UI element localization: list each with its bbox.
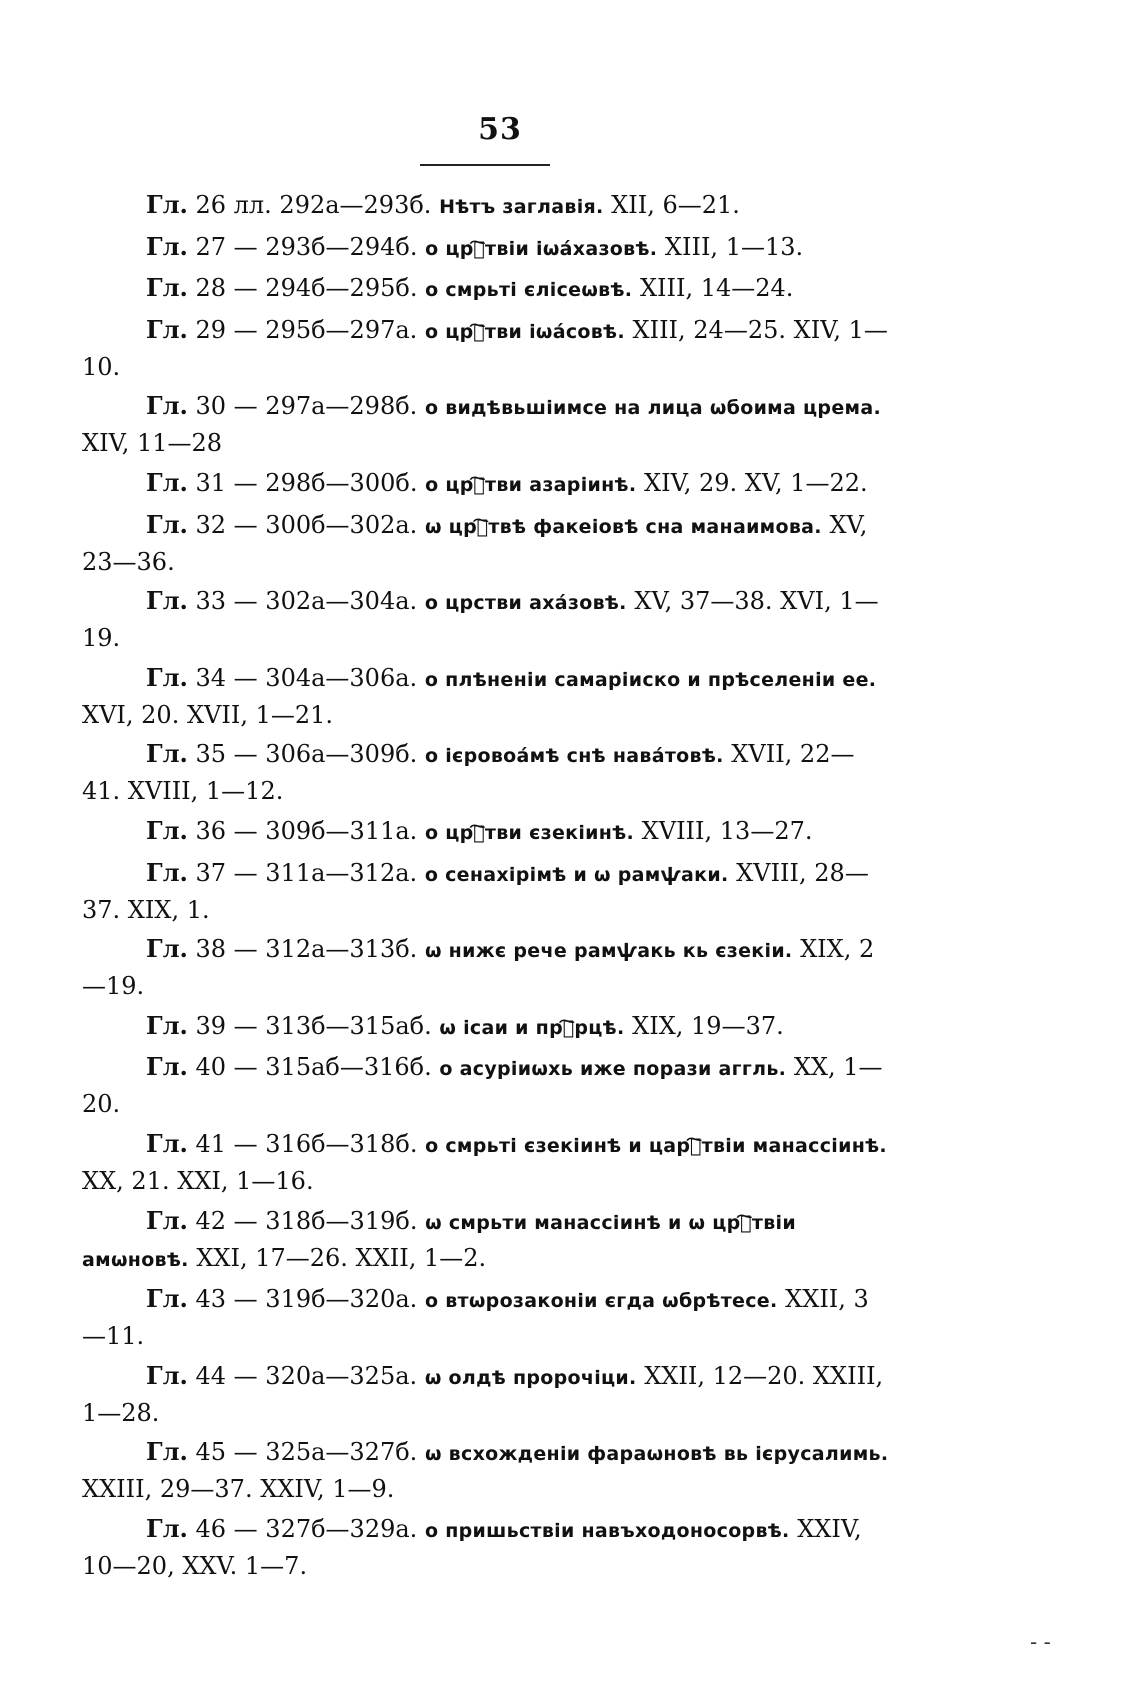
chapter-leaf-range: 30 — 297а—298б.: [195, 392, 418, 421]
chapter-title: Нѣтъ заглавія.: [439, 196, 604, 218]
chapter-title: о смрьті єлісеѡвѣ.: [425, 279, 633, 302]
chapter-entry: [82, 855, 892, 928]
chapter-abbr: Гл.: [146, 314, 188, 344]
chapter-leaf-range: 27 — 293б—294б.: [195, 232, 418, 261]
chapter-abbr: Гл.: [146, 1128, 188, 1158]
chapter-verse-refs: XIX, 19—37.: [632, 1011, 784, 1040]
chapter-entry: [82, 312, 892, 385]
chapter-entry: [82, 1008, 892, 1046]
chapter-verse-refs: XXII, 3—11.: [82, 1285, 869, 1351]
chapter-leaf-range: 43 — 319б—320а.: [195, 1285, 418, 1314]
page-number: 53: [478, 112, 522, 147]
chapter-title: ѡ олдѣ пророчіци.: [424, 1366, 637, 1389]
chapter-entry: [82, 660, 892, 733]
chapter-abbr: Гл.: [146, 1205, 188, 1235]
chapter-verse-refs: XX, 1—20.: [82, 1053, 883, 1119]
chapter-verse-refs: XIX, 2—19.: [82, 935, 875, 1001]
chapter-abbr: Гл.: [146, 586, 188, 616]
chapter-entry: [82, 270, 892, 308]
chapter-leaf-range: 36 — 309б—311а.: [195, 816, 418, 845]
chapter-verse-refs: XVIII, 28—37. XIX, 1.: [82, 858, 869, 924]
chapter-leaf-range: 34 — 304а—306а.: [195, 663, 418, 692]
chapter-verse-refs: XX, 21. XXI, 1—16.: [82, 1166, 314, 1195]
chapter-abbr: Гл.: [146, 509, 188, 539]
chapter-abbr: Гл.: [146, 190, 188, 219]
chapter-leaf-range: 40 — 315аб—316б.: [195, 1053, 432, 1082]
chapter-list: [82, 187, 892, 1587]
chapter-leaf-range: 41 — 316б—318б.: [195, 1129, 418, 1158]
chapter-verse-refs: XVII, 22—41. XVIII, 1—12.: [82, 740, 855, 806]
chapter-abbr: Гл.: [146, 273, 188, 303]
chapter-entry: [82, 507, 892, 580]
chapter-verse-refs: XXII, 12—20. XXIII, 1—28.: [82, 1361, 884, 1427]
chapter-leaf-range: 39 — 313б—315аб.: [195, 1011, 432, 1040]
corner-marks: - -: [1030, 1630, 1051, 1654]
chapter-title: ѡ ісаи и прⷪ҇рцѣ.: [439, 1016, 625, 1039]
chapter-entry: [82, 583, 892, 656]
chapter-entry: [82, 736, 892, 809]
chapter-verse-refs: XXIV, 10—20, XXV. 1—7.: [82, 1514, 862, 1580]
chapter-entry: [82, 229, 892, 267]
chapter-title: ѡ црⷭ҇твѣ факеіовѣ сна манаимова.: [424, 515, 822, 538]
chapter-abbr: Гл.: [146, 662, 188, 692]
chapter-leaf-range: 32 — 300б—302а.: [195, 510, 418, 539]
chapter-title: о видѣвьшіимсе на лица ѡбоима цремa.: [424, 397, 881, 420]
chapter-title: о црⷭ҇тви іѡа́совѣ.: [424, 320, 625, 343]
chapter-entry: [82, 1049, 892, 1122]
chapter-title: о смрьті єзекіинѣ и царⷭ҇твіи манассіинѣ.: [425, 1134, 887, 1157]
chapter-abbr: Гл.: [146, 231, 188, 261]
chapter-title: о црⷭ҇тви єзекіинѣ.: [424, 821, 635, 844]
chapter-title: о асуріиѡхь иже порази аггль.: [439, 1058, 787, 1081]
chapter-abbr: Гл.: [146, 1360, 188, 1390]
chapter-entry: [82, 187, 892, 225]
chapter-title: ѡ всхожденіи фараѡновѣ вь ієрусалимь.: [424, 1443, 889, 1466]
chapter-title: о втѡрозаконіи єгда ѡбрѣтесе.: [424, 1290, 778, 1313]
chapter-abbr: Гл.: [146, 1513, 188, 1543]
chapter-entry: [82, 388, 892, 461]
chapter-leaf-range: 42 — 318б—319б.: [195, 1206, 418, 1235]
chapter-title: о црⷭ҇тви азаріинѣ.: [425, 473, 637, 496]
chapter-leaf-range: 28 — 294б—295б.: [195, 274, 418, 303]
chapter-leaf-range: 44 — 320а—325а.: [195, 1361, 418, 1390]
chapter-title: о сенахірімѣ и ѡ рамѱаки.: [424, 863, 729, 886]
chapter-title: о црⷭ҇твіи іѡа́хазовѣ.: [425, 237, 658, 260]
chapter-abbr: Гл.: [146, 857, 188, 887]
chapter-leaf-range: 26 лл. 292а—293б.: [195, 191, 432, 219]
chapter-entry: [82, 465, 892, 503]
chapter-abbr: Гл.: [146, 934, 188, 964]
chapter-title: ѡ смрьти манассіинѣ и ѡ црⷭ҇твіи амѡновѣ.: [82, 1211, 796, 1271]
chapter-title: о црстви аха́зовѣ.: [424, 592, 627, 615]
chapter-verse-refs: XIV, 29. XV, 1—22.: [644, 468, 868, 497]
chapter-verse-refs: XIV, 11—28: [82, 429, 223, 458]
chapter-verse-refs: XV, 23—36.: [82, 510, 868, 576]
page-number-rule: [420, 164, 550, 166]
chapter-verse-refs: XVI, 20. XVII, 1—21.: [82, 700, 334, 729]
chapter-verse-refs: XXIII, 29—37. XXIV, 1—9.: [82, 1475, 395, 1504]
chapter-abbr: Гл.: [146, 467, 188, 497]
chapter-entry: [82, 813, 892, 851]
chapter-verse-refs: XIII, 24—25. XIV, 1—10.: [82, 315, 888, 381]
chapter-entry: [82, 1434, 892, 1507]
chapter-title: о ієровоа́мѣ снѣ нава́товѣ.: [424, 745, 724, 768]
chapter-verse-refs: XIII, 14—24.: [639, 274, 794, 303]
chapter-verse-refs: XII, 6—21.: [611, 191, 740, 219]
chapter-entry: [82, 1358, 892, 1431]
chapter-entry: [82, 1281, 892, 1354]
chapter-abbr: Гл.: [146, 391, 188, 421]
chapter-verse-refs: XXI, 17—26. XXII, 1—2.: [196, 1243, 487, 1272]
chapter-leaf-range: 29 — 295б—297а.: [195, 315, 418, 344]
chapter-entry: [82, 1511, 892, 1584]
chapter-entry: [82, 1203, 892, 1278]
chapter-abbr: Гл.: [146, 1052, 188, 1082]
chapter-entry: [82, 931, 892, 1004]
chapter-leaf-range: 31 — 298б—300б.: [195, 468, 418, 497]
chapter-title: о плѣненіи самаріиско и прѣселеніи ее.: [424, 668, 877, 691]
chapter-abbr: Гл.: [146, 1437, 188, 1467]
chapter-abbr: Гл.: [146, 1010, 188, 1040]
chapter-verse-refs: XVIII, 13—27.: [641, 816, 813, 845]
chapter-verse-refs: XIII, 1—13.: [664, 232, 804, 261]
chapter-leaf-range: 38 — 312а—313б.: [195, 935, 418, 964]
chapter-title: о пришьствіи навъходоносорвѣ.: [424, 1519, 790, 1542]
chapter-abbr: Гл.: [146, 739, 188, 769]
chapter-leaf-range: 37 — 311а—312а.: [195, 858, 418, 887]
chapter-abbr: Гл.: [146, 815, 188, 845]
chapter-entry: [82, 1126, 892, 1199]
chapter-leaf-range: 33 — 302а—304а.: [195, 587, 418, 616]
chapter-title: ѡ нижє рече рамѱакь кь єзекіи.: [424, 940, 793, 963]
chapter-abbr: Гл.: [146, 1284, 188, 1314]
chapter-leaf-range: 35 — 306а—309б.: [195, 740, 418, 769]
chapter-leaf-range: 45 — 325а—327б.: [195, 1438, 418, 1467]
chapter-verse-refs: XV, 37—38. XVI, 1—19.: [82, 587, 879, 653]
chapter-leaf-range: 46 — 327б—329а.: [195, 1514, 418, 1543]
